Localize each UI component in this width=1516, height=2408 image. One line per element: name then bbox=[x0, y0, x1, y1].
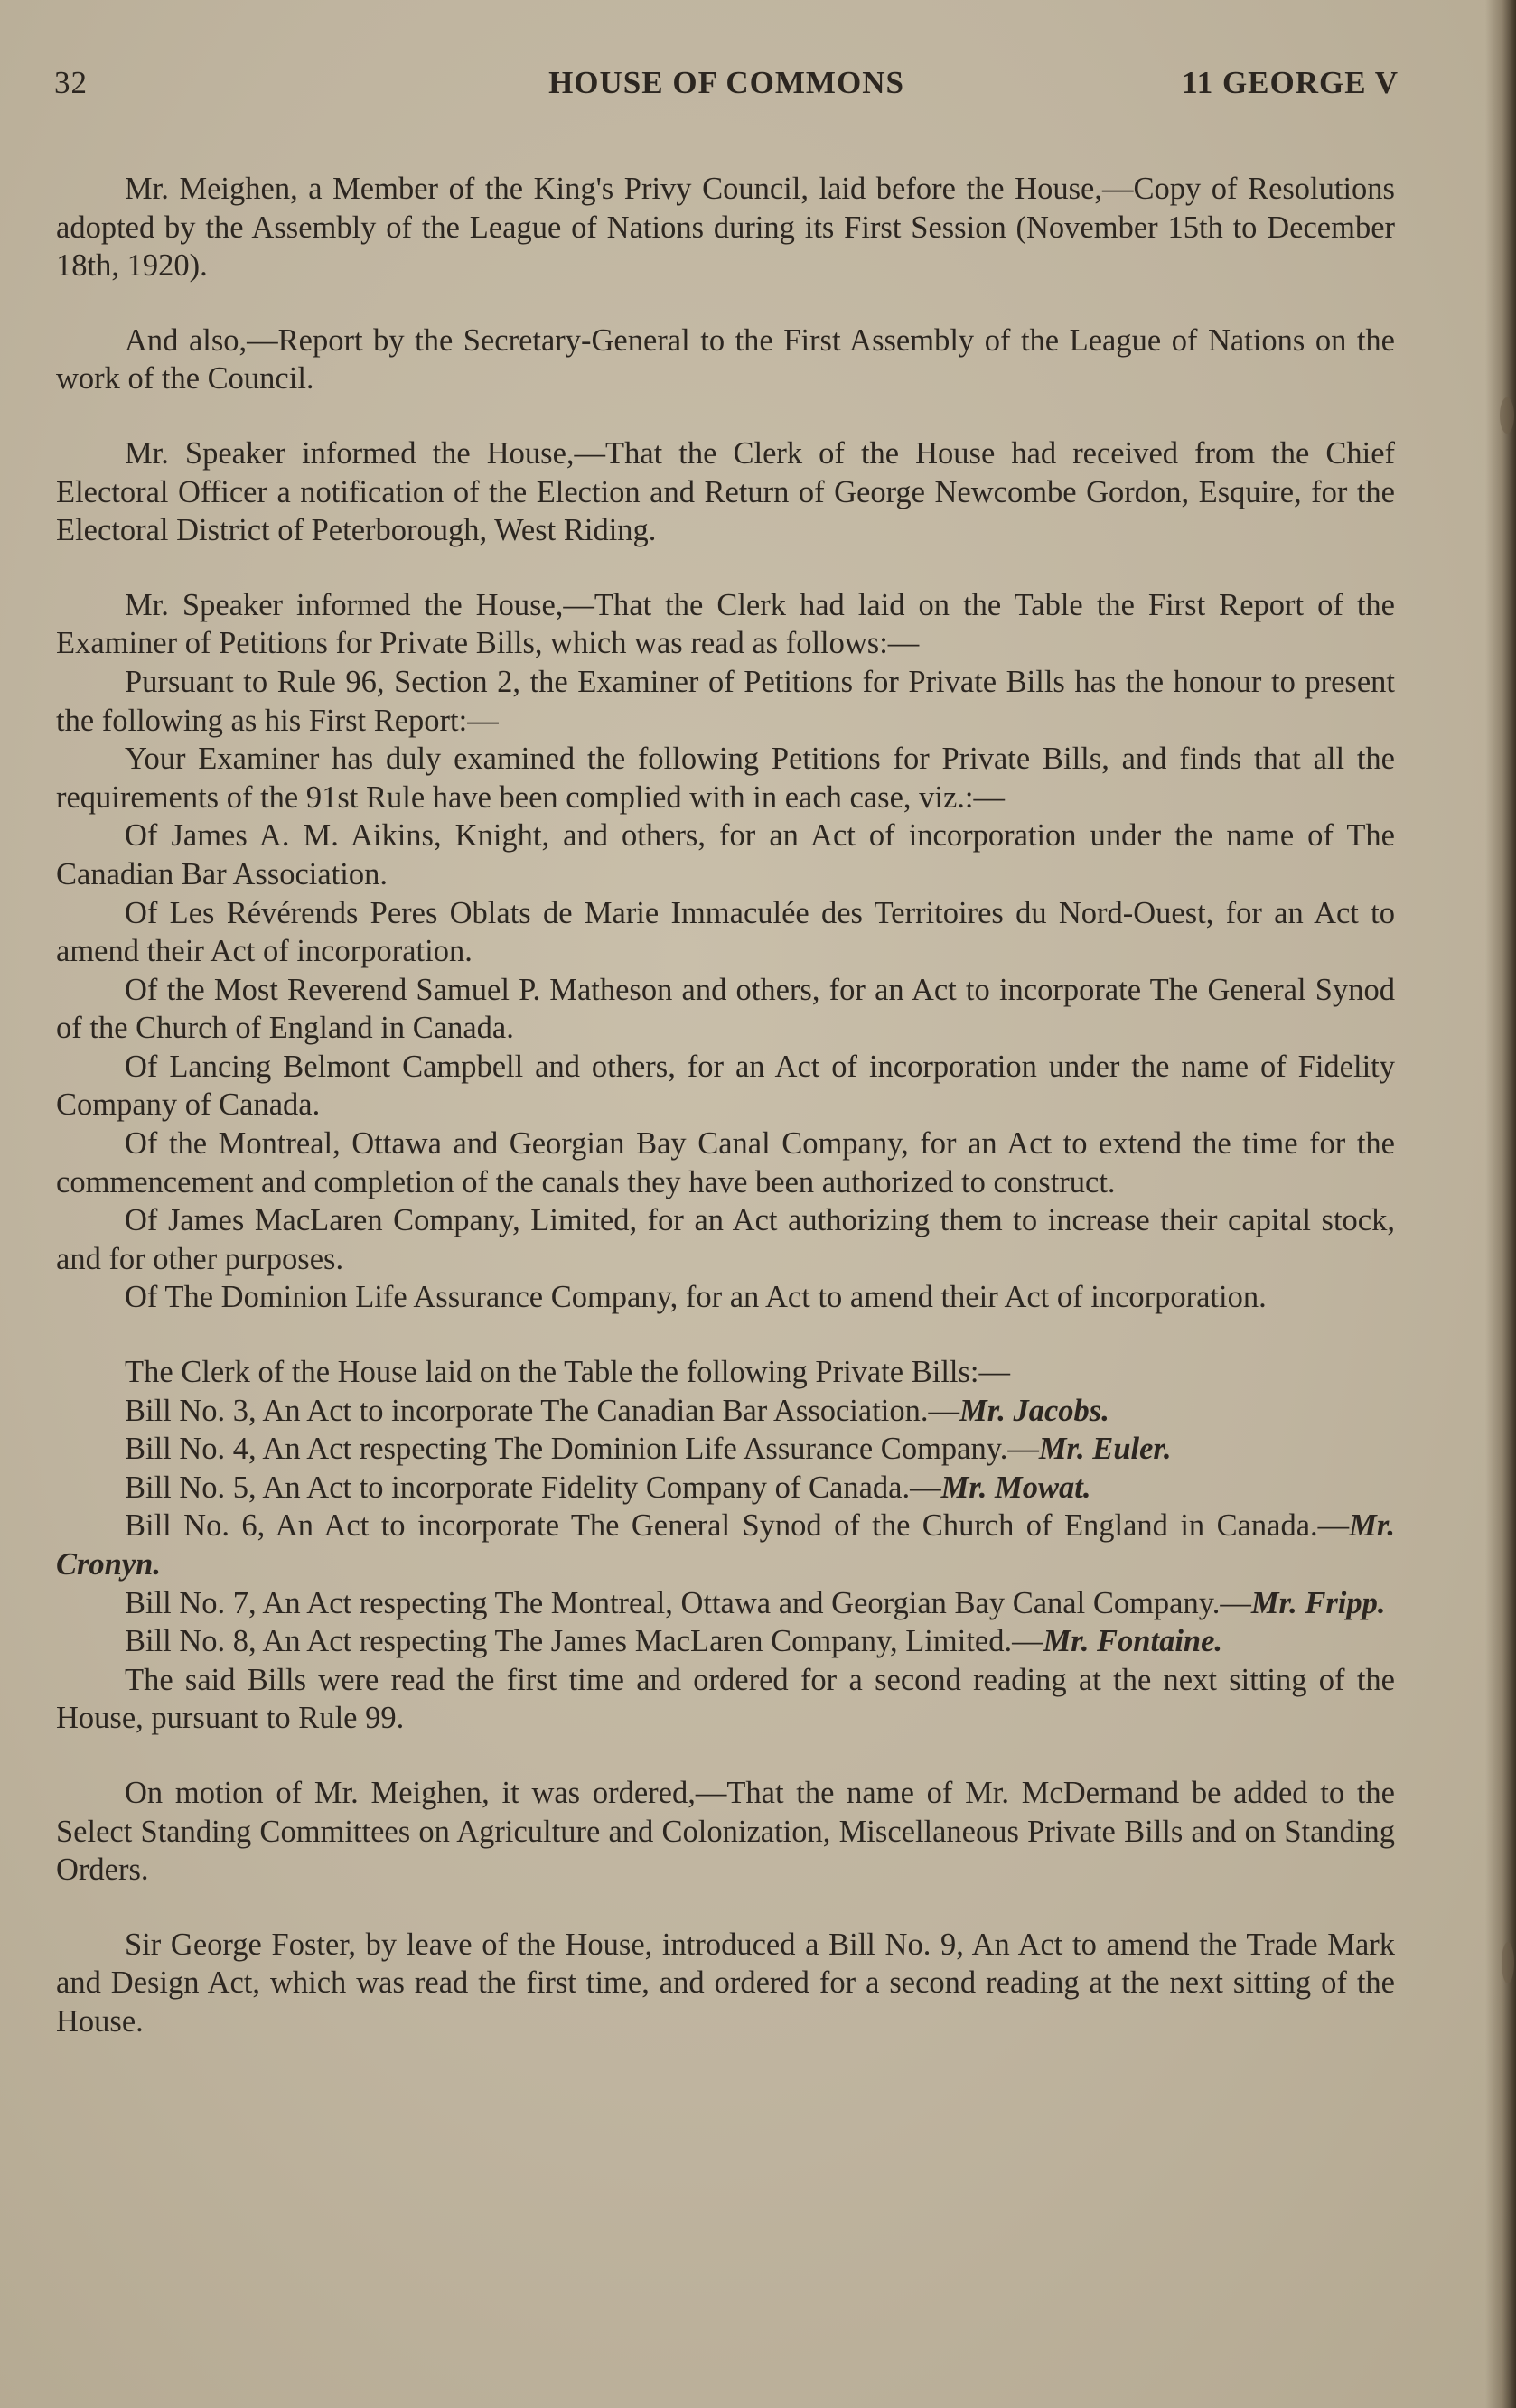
paragraph bbox=[56, 663, 1395, 740]
paragraph-text: Sir George Foster, by leave of the House, introduced a Bill No. 9, An Act to amend the Trade Mark and Design Act, which was read the first time, and ordered for a second reading at the next sitting of the House. bbox=[56, 1927, 1395, 2039]
paragraph bbox=[56, 1469, 1395, 1507]
paragraph-text: Of Les Révérends Peres Oblats de Marie Immaculée des Territoires du Nord-Ouest, for an Act to amend their Act of incorporation. bbox=[56, 895, 1395, 969]
paragraph bbox=[56, 1278, 1395, 1317]
paragraph-text: The said Bills were read the first time and ordered for a second reading at the next sitting of the House, pursuant to Rule 99. bbox=[56, 1662, 1395, 1736]
paragraph-text: Pursuant to Rule 96, Section 2, the Examiner of Petitions for Private Bills has the honour to present the following as his First Report:— bbox=[56, 664, 1395, 738]
paragraph-text: Mr. Speaker informed the House,—That the Clerk of the House had received from the Chief Electoral Officer a notification of the Election and Return of George Newcombe Gordon, Esquire, for the Electoral District of Peterborough, West Riding. bbox=[56, 435, 1395, 548]
paragraph-text: The Clerk of the House laid on the Table the following Private Bills:— bbox=[125, 1355, 1011, 1390]
paragraph bbox=[56, 322, 1395, 398]
header-session: 11 GEORGE V bbox=[1182, 65, 1399, 100]
header-title: HOUSE OF COMMONS bbox=[548, 65, 904, 100]
sponsoring-member: Mr. Euler. bbox=[1038, 1432, 1172, 1467]
paragraph-text: Bill No. 7, An Act respecting The Montreal, Ottawa and Georgian Bay Canal Company.— bbox=[125, 1585, 1251, 1620]
paragraph-text: Mr. Meighen, a Member of the King's Privy Council, laid before the House,—Copy of Resolutions adopted by the Assembly of the League of Nations during its First Session (November 15th to December 18th, 1920). bbox=[56, 172, 1395, 284]
paragraph bbox=[56, 1507, 1395, 1583]
paragraph bbox=[56, 434, 1395, 550]
paragraph bbox=[56, 894, 1395, 971]
paragraph bbox=[56, 817, 1395, 893]
paragraph-text: And also,—Report by the Secretary-General to the First Assembly of the League of Nations on the work of the Council. bbox=[56, 322, 1395, 397]
paragraph bbox=[56, 1392, 1395, 1431]
page-blemish bbox=[1500, 397, 1514, 434]
paragraph-text: On motion of Mr. Meighen, it was ordered,—That the name of Mr. McDermand be added to the Select Standing Committees on Agriculture and Colonization, Miscellaneous Private Bills and on Standing Orders. bbox=[56, 1775, 1395, 1888]
paragraph-text: Bill No. 4, An Act respecting The Dominion Life Assurance Company.— bbox=[125, 1432, 1039, 1467]
sponsoring-member: Mr. Cronyn. bbox=[56, 1508, 1395, 1582]
sponsoring-member: Mr. Fripp. bbox=[1250, 1585, 1386, 1620]
document-body bbox=[56, 170, 1395, 2041]
paragraph bbox=[56, 170, 1395, 285]
paragraph-text: Bill No. 5, An Act to incorporate Fidelity Company of Canada.— bbox=[125, 1470, 941, 1505]
paragraph bbox=[56, 1774, 1395, 1890]
paragraph-text: Of The Dominion Life Assurance Company, for an Act to amend their Act of incorporation. bbox=[125, 1280, 1267, 1315]
paragraph bbox=[56, 1926, 1395, 2041]
paragraph bbox=[56, 1430, 1395, 1469]
paragraph-text: Bill No. 8, An Act respecting The James MacLaren Company, Limited.— bbox=[125, 1624, 1043, 1659]
page-number: 32 bbox=[54, 65, 88, 100]
page-blemish bbox=[1502, 1942, 1514, 1983]
paragraph bbox=[56, 1584, 1395, 1623]
paragraph bbox=[56, 1048, 1395, 1125]
paragraph-text: Of James A. M. Aikins, Knight, and others, for an Act of incorporation under the name of The Canadian Bar Association. bbox=[56, 818, 1395, 891]
paragraph-text: Bill No. 3, An Act to incorporate The Canadian Bar Association.— bbox=[125, 1393, 960, 1428]
paragraph-text: Of Lancing Belmont Campbell and others, for an Act of incorporation under the name of Fidelity Company of Canada. bbox=[56, 1049, 1395, 1123]
paragraph-text: Your Examiner has duly examined the following Petitions for Private Bills, and finds that all the requirements of the 91st Rule have been complied with in each case, viz.:— bbox=[56, 742, 1395, 815]
paragraph-text: Mr. Speaker informed the House,—That the Clerk had laid on the Table the First Report of the Examiner of Petitions for Private Bills, which was read as follows:— bbox=[56, 587, 1395, 661]
paragraph-text: Bill No. 6, An Act to incorporate The General Synod of the Church of England in Canada.— bbox=[125, 1508, 1350, 1544]
running-header bbox=[54, 65, 1399, 116]
paragraph-text: Of James MacLaren Company, Limited, for an Act authorizing them to increase their capital stock, and for other purposes. bbox=[56, 1203, 1395, 1276]
sponsoring-member: Mr. Fontaine. bbox=[1043, 1624, 1223, 1659]
paragraph bbox=[56, 1661, 1395, 1738]
paragraph bbox=[56, 1353, 1395, 1392]
binding-edge-shadow bbox=[1485, 0, 1516, 2408]
paragraph-text: Of the Montreal, Ottawa and Georgian Bay Canal Company, for an Act to extend the time for the commencement and completion of the canals they have been authorized to construct. bbox=[56, 1126, 1395, 1199]
paragraph-text: Of the Most Reverend Samuel P. Matheson and others, for an Act to incorporate The General Synod of the Church of England in Canada. bbox=[56, 972, 1395, 1046]
paragraph bbox=[56, 1201, 1395, 1278]
paragraph bbox=[56, 1622, 1395, 1661]
paragraph bbox=[56, 586, 1395, 663]
paragraph bbox=[56, 971, 1395, 1048]
sponsoring-member: Mr. Mowat. bbox=[940, 1470, 1091, 1505]
sponsoring-member: Mr. Jacobs. bbox=[959, 1393, 1109, 1428]
paragraph bbox=[56, 1125, 1395, 1201]
paragraph bbox=[56, 740, 1395, 817]
